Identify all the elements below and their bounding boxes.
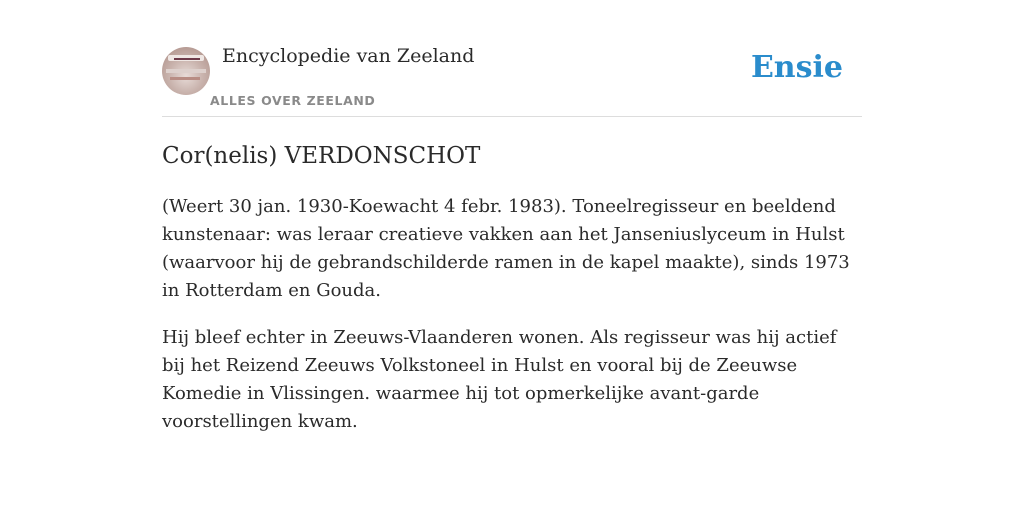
page-container bbox=[162, 0, 862, 436]
article-title: Cor(nelis) VERDONSCHOT bbox=[162, 143, 481, 169]
article-paragraph: Hij bleef echter in Zeeuws-Vlaanderen wonen. Als regisseur was hij actief bij het Reizend Zeeuws Volkstoneel in Hulst en vooral bij de Zeeuwse Komedie in Vlissingen. waarmee hij tot opmerkelijke avant-garde voorstellingen kwam. bbox=[162, 327, 837, 432]
article bbox=[162, 117, 862, 436]
site-title[interactable]: Encyclopedie van Zeeland bbox=[222, 45, 475, 67]
site-logo-icon[interactable] bbox=[162, 47, 210, 95]
brand-logo-link[interactable]: Ensie bbox=[750, 50, 843, 85]
logo-detail bbox=[174, 58, 200, 60]
article-paragraph: (Weert 30 jan. 1930-Koewacht 4 febr. 1983). Toneelregisseur en beeldend kunstenaar: was leraar creatieve vakken aan het Janseniuslyceum in Hulst (waarvoor hij de gebrandschilderde ramen in de kapel maakte), sinds 1973 in Rotterdam en Gouda. bbox=[162, 196, 850, 301]
site-header bbox=[162, 0, 862, 117]
logo-detail bbox=[170, 77, 200, 80]
site-subtitle: ALLES OVER ZEELAND bbox=[210, 93, 376, 108]
logo-detail bbox=[166, 69, 206, 73]
